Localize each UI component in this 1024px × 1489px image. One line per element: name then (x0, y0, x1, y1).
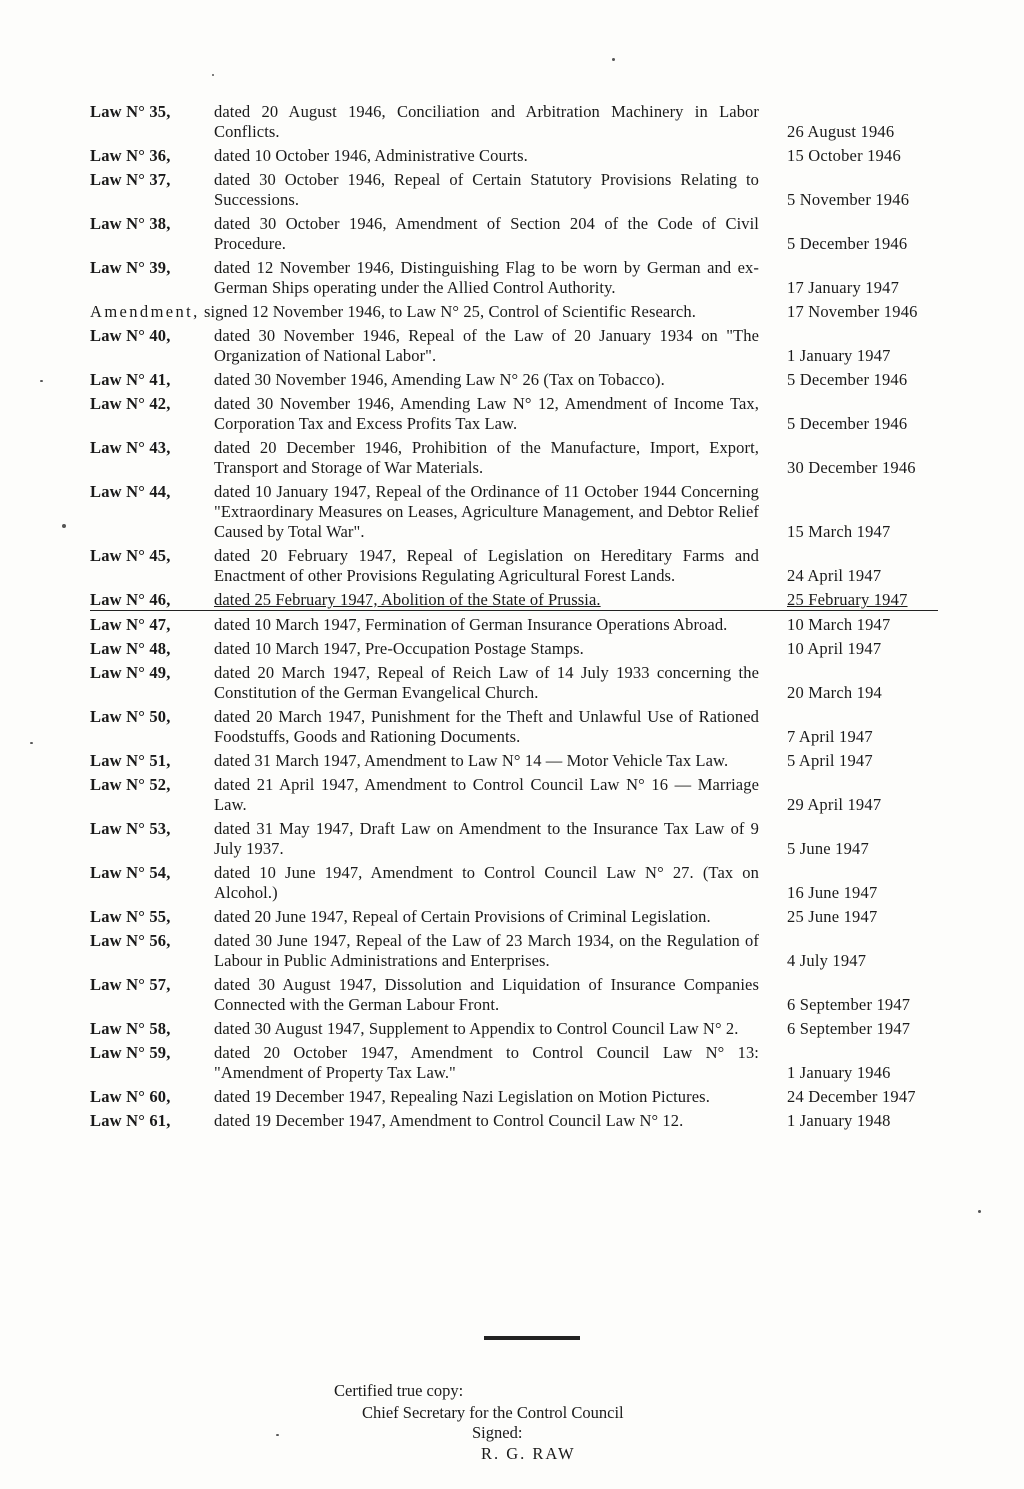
effective-date-text: 1 January 1946 (787, 1063, 891, 1082)
law-description-text: dated 21 April 1947, Amendment to Control Council Law N° 16 — Marriage Law. (214, 775, 759, 814)
law-number: Law N° 42, (90, 394, 171, 413)
law-description (214, 258, 765, 298)
law-description-text: dated 20 August 1946, Conciliation and Arbitration Machinery in Labor Conflicts. (214, 102, 759, 141)
law-number: Law N° 54, (90, 863, 171, 882)
law-description: signed 12 November 1946, to Law N° 25, Control of Scientific Research. (203, 302, 696, 321)
law-description-text: dated 30 October 1946, Amendment of Section 204 of the Code of Civil Procedure. (214, 214, 759, 253)
law-description (214, 546, 765, 586)
law-description-text: dated 30 November 1946, Amending Law N° 12, Amendment of Income Tax, Corporation Tax and Excess Profits Tax Law. (214, 394, 759, 433)
effective-date-text: 10 March 1947 (787, 615, 891, 634)
effective-date-text: 5 June 1947 (787, 839, 869, 858)
law-number: Law N° 39, (90, 258, 171, 277)
effective-date-text: 4 July 1947 (787, 951, 867, 970)
effective-date (765, 707, 950, 747)
law-entry (90, 258, 950, 298)
effective-date-text: 17 November 1946 (787, 302, 918, 321)
scan-speck (978, 1210, 981, 1213)
effective-date-text: 5 April 1947 (787, 751, 873, 770)
law-number: Law N° 55, (90, 907, 171, 926)
law-number: Law N° 48, (90, 639, 171, 658)
scan-speck (612, 58, 615, 61)
effective-date-text: 5 December 1946 (787, 370, 908, 389)
law-description-text: dated 20 March 1947, Repeal of Reich Law of 14 July 1933 concerning the Constitution of the German Evangelical Church. (214, 663, 759, 702)
effective-date (765, 546, 950, 586)
effective-date (765, 146, 950, 166)
secretary-line: Chief Secretary for the Control Council (362, 1403, 624, 1422)
law-description-text: dated 31 March 1947, Amendment to Law N° 14 — Motor Vehicle Tax Law. (214, 751, 729, 770)
effective-date-text: 6 September 1947 (787, 1019, 911, 1038)
law-description (214, 102, 765, 142)
signed-line: Signed: (472, 1423, 523, 1442)
effective-date (765, 751, 950, 771)
law-description-text: dated 30 November 1946, Repeal of the Law of 20 January 1934 on "The Organization of National Labor". (214, 326, 759, 365)
effective-date-text: 25 February 1947 (787, 590, 908, 609)
law-entry (90, 1087, 950, 1107)
effective-date (765, 663, 950, 703)
law-number: Amendment, (90, 302, 200, 321)
law-description (214, 1111, 765, 1131)
law-number: Law N° 61, (90, 1111, 171, 1130)
effective-date (765, 326, 950, 366)
law-entry (90, 590, 938, 611)
law-entry (90, 975, 950, 1015)
law-description-text: dated 10 January 1947, Repeal of the Ordinance of 11 October 1944 Concerning "Extraordinary Measures on Leases, Agriculture Management, and Debtor Relief Caused by Total War". (214, 482, 759, 541)
law-description-text: dated 20 March 1947, Punishment for the Theft and Unlawful Use of Rationed Foodstuffs, Goods and Rationing Documents. (214, 707, 759, 746)
law-entry (90, 639, 950, 659)
effective-date-text: 5 December 1946 (787, 414, 908, 433)
law-description-text: dated 12 November 1946, Distinguishing Flag to be worn by German and ex-German Ships operating under the Allied Control Authority. (214, 258, 759, 297)
law-number: Law N° 43, (90, 438, 171, 457)
law-description (214, 615, 765, 635)
law-number: Law N° 45, (90, 546, 171, 565)
effective-date (765, 438, 950, 478)
effective-date-text: 20 March 194 (787, 683, 882, 702)
scan-speck (212, 74, 214, 76)
law-entry (90, 302, 950, 322)
effective-date (765, 258, 950, 298)
law-description (214, 1019, 765, 1039)
law-description-text: dated 31 May 1947, Draft Law on Amendment to the Insurance Tax Law of 9 July 1937. (214, 819, 759, 858)
law-entry (90, 663, 950, 703)
effective-date (765, 615, 950, 635)
effective-date (765, 1043, 950, 1083)
law-entry (90, 1043, 950, 1083)
law-number: Law N° 56, (90, 931, 171, 950)
law-description (214, 1043, 765, 1083)
law-number: Law N° 49, (90, 663, 171, 682)
law-entry (90, 482, 950, 542)
effective-date (765, 214, 950, 254)
law-entry (90, 170, 950, 210)
law-number: Law N° 60, (90, 1087, 171, 1106)
law-number: Law N° 40, (90, 326, 171, 345)
effective-date (765, 819, 950, 859)
law-description-text: dated 25 February 1947, Abolition of the State of Prussia. (214, 590, 601, 609)
effective-date-text: 17 January 1947 (787, 278, 900, 297)
scan-speck (40, 380, 43, 382)
law-description (214, 326, 765, 366)
law-description-text: dated 20 December 1946, Prohibition of the Manufacture, Import, Export, Transport and Storage of War Materials. (214, 438, 759, 477)
signatory-name: R. G. RAW (481, 1444, 576, 1463)
law-entry (90, 214, 950, 254)
law-entry (90, 1019, 950, 1039)
law-description (214, 370, 765, 390)
law-description (214, 931, 765, 971)
effective-date-text: 15 October 1946 (787, 146, 901, 165)
effective-date-text: 26 August 1946 (787, 122, 895, 141)
effective-date (765, 370, 950, 390)
effective-date-text: 6 September 1947 (787, 995, 911, 1014)
law-entry (90, 863, 950, 903)
law-description (214, 482, 765, 542)
law-number: Law N° 44, (90, 482, 171, 501)
law-description (214, 146, 765, 166)
law-description (214, 975, 765, 1015)
law-description (214, 1087, 765, 1107)
law-list (90, 102, 950, 1135)
law-number: Law N° 53, (90, 819, 171, 838)
law-description-text: dated 30 November 1946, Amending Law N° 26 (Tax on Tobacco). (214, 370, 665, 389)
effective-date-text: 25 June 1947 (787, 907, 878, 926)
law-description (214, 707, 765, 747)
law-description-text: dated 10 March 1947, Pre-Occupation Postage Stamps. (214, 639, 584, 658)
effective-date-text: 1 January 1948 (787, 1111, 891, 1130)
law-description (214, 394, 765, 434)
law-entry (90, 326, 950, 366)
law-entry (90, 819, 950, 859)
scan-speck (276, 1434, 279, 1436)
law-entry (90, 146, 950, 166)
law-entry (90, 102, 950, 142)
law-description (214, 663, 765, 703)
effective-date (765, 302, 950, 322)
effective-date-text: 16 June 1947 (787, 883, 878, 902)
effective-date-text: 1 January 1947 (787, 346, 891, 365)
law-number: Law N° 38, (90, 214, 171, 233)
effective-date-text: 30 December 1946 (787, 458, 916, 477)
law-entry (90, 707, 950, 747)
law-number: Law N° 51, (90, 751, 171, 770)
effective-date-text: 10 April 1947 (787, 639, 882, 658)
law-number: Law N° 36, (90, 146, 171, 165)
law-description-text: dated 20 June 1947, Repeal of Certain Provisions of Criminal Legislation. (214, 907, 711, 926)
effective-date-text: 5 November 1946 (787, 190, 910, 209)
law-description-text: dated 10 June 1947, Amendment to Control Council Law N° 27. (Tax on Alcohol.) (214, 863, 759, 902)
law-description-text: dated 30 August 1947, Supplement to Appendix to Control Council Law N° 2. (214, 1019, 739, 1038)
law-entry-text (90, 302, 765, 322)
effective-date-text: 5 December 1946 (787, 234, 908, 253)
effective-date (765, 170, 950, 210)
law-entry (90, 370, 950, 390)
law-number: Law N° 46, (90, 590, 171, 609)
law-description (214, 590, 765, 610)
law-number: Law N° 57, (90, 975, 171, 994)
law-description (214, 438, 765, 478)
effective-date-text: 29 April 1947 (787, 795, 882, 814)
effective-date (765, 482, 950, 542)
law-number: Law N° 41, (90, 370, 171, 389)
law-number: Law N° 59, (90, 1043, 171, 1062)
law-description-text: dated 30 June 1947, Repeal of the Law of 23 March 1934, on the Regulation of Labour in Public Administrations and Enterprises. (214, 931, 759, 970)
law-description (214, 907, 765, 927)
law-description-text: dated 20 February 1947, Repeal of Legislation on Hereditary Farms and Enactment of other Provisions Regulating Agricultural Forest Lands. (214, 546, 759, 585)
law-description-text: dated 19 December 1947, Repealing Nazi Legislation on Motion Pictures. (214, 1087, 710, 1106)
law-entry (90, 438, 950, 478)
law-number: Law N° 35, (90, 102, 171, 121)
law-number: Law N° 37, (90, 170, 171, 189)
certified-line: Certified true copy: (334, 1381, 464, 1400)
law-entry (90, 931, 950, 971)
effective-date (765, 975, 950, 1015)
law-description-text: dated 19 December 1947, Amendment to Control Council Law N° 12. (214, 1111, 684, 1130)
law-description-text: dated 10 March 1947, Fermination of German Insurance Operations Abroad. (214, 615, 728, 634)
law-description (214, 751, 765, 771)
law-entry (90, 751, 950, 771)
law-description-text: dated 20 October 1947, Amendment to Control Council Law N° 13: "Amendment of Property Tax Law." (214, 1043, 759, 1082)
law-description-text: dated 30 August 1947, Dissolution and Liquidation of Insurance Companies Connected with the German Labour Front. (214, 975, 759, 1014)
law-entry (90, 907, 950, 927)
law-description (214, 863, 765, 903)
law-entry (90, 394, 950, 434)
effective-date (765, 907, 950, 927)
law-number: Law N° 58, (90, 1019, 171, 1038)
law-number: Law N° 52, (90, 775, 171, 794)
law-entry (90, 546, 950, 586)
scan-speck (62, 524, 66, 528)
law-description (214, 214, 765, 254)
law-description-text: dated 30 October 1946, Repeal of Certain Statutory Provisions Relating to Successions. (214, 170, 759, 209)
law-entry (90, 1111, 950, 1131)
law-description (214, 775, 765, 815)
law-number: Law N° 47, (90, 615, 171, 634)
effective-date (765, 639, 950, 659)
effective-date-text: 24 April 1947 (787, 566, 882, 585)
effective-date (765, 1019, 950, 1039)
effective-date (765, 590, 950, 610)
effective-date-text: 7 April 1947 (787, 727, 873, 746)
law-description (214, 639, 765, 659)
effective-date (765, 863, 950, 903)
effective-date (765, 931, 950, 971)
law-description (214, 819, 765, 859)
law-entry (90, 615, 950, 635)
law-description-text: dated 10 October 1946, Administrative Courts. (214, 146, 528, 165)
law-number: Law N° 50, (90, 707, 171, 726)
effective-date (765, 1111, 950, 1131)
effective-date (765, 394, 950, 434)
effective-date (765, 775, 950, 815)
effective-date (765, 1087, 950, 1107)
law-description (214, 170, 765, 210)
law-entry (90, 775, 950, 815)
effective-date (765, 102, 950, 142)
scan-speck (30, 742, 33, 744)
effective-date-text: 24 December 1947 (787, 1087, 916, 1106)
effective-date-text: 15 March 1947 (787, 522, 891, 541)
separator-rule (484, 1336, 580, 1340)
